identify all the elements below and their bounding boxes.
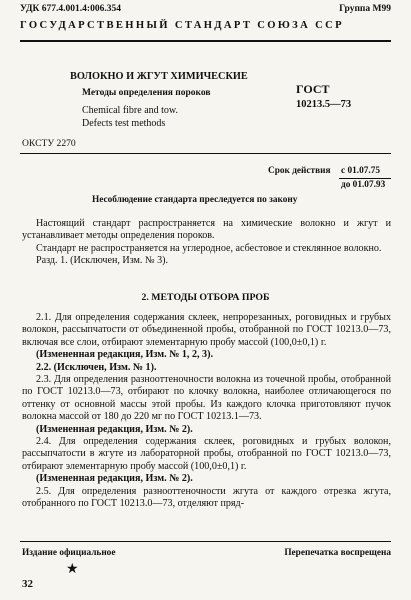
validity-divider: [339, 178, 391, 179]
udk-code: УДК 677.4.001.4:006.354: [20, 4, 121, 14]
document-subtitle-ru: Методы определения пороков: [82, 88, 211, 98]
legal-notice: Несоблюдение стандарта преследуется по закону: [92, 195, 298, 205]
footer-rule: [20, 541, 391, 542]
group-code: Группа М99: [339, 4, 391, 14]
validity-from: с 01.07.75: [341, 166, 380, 176]
gost-number: 10213.5—73: [296, 99, 352, 110]
reprint-prohibited-label: Перепечатка воспрещена: [284, 548, 391, 558]
intro-exclusion: Стандарт не распространяется на углеродное, асбестовое и стеклянное волокно.: [36, 242, 382, 254]
document-title-en-line1: Chemical fibre and tow.: [82, 105, 178, 116]
paragraph-2-3: 2.3. Для определения разнооттеночности волокна из точечной пробы, отобранной по ГОСТ 10213.0—73, отбирают по клочку волокна, наиболее отличающегося по оттенку от основной массы этой пробы. Из каждого клочка приготовляют пучок волокна массой от 180 до 220 мг по ГОСТ 10213.1—73.: [22, 374, 391, 423]
paragraph-2-4-edition: (Измененная редакция, Изм. № 2).: [36, 473, 193, 485]
document-title-ru: ВОЛОКНО И ЖГУТ ХИМИЧЕСКИЕ: [70, 71, 248, 82]
okstu-code: ОКСТУ 2270: [22, 138, 76, 149]
paragraph-2-4: 2.4. Для определения содержания склеек, роговидных и грубых волокон, рассыпчатости в жгуте из лабораторной пробы, отобранной по ГОСТ 10213.0—73, отбирают элементарную пробу массой (100,0±0,1) г.: [22, 436, 391, 472]
validity-to: до 01.07.93: [341, 180, 386, 190]
gost-label: ГОСТ: [296, 82, 330, 96]
paragraph-2-1-edition: (Измененная редакция, Изм. № 1, 2, 3).: [36, 349, 213, 361]
page-number: 32: [22, 578, 33, 590]
okstu-rule: [20, 153, 391, 154]
section2-body: [22, 312, 391, 511]
paragraph-2-2: 2.2. (Исключен, Изм. № 1).: [36, 361, 157, 373]
star-icon: ★: [66, 561, 79, 577]
validity-label: Срок действия: [268, 166, 331, 176]
section2-heading: 2. МЕТОДЫ ОТБОРА ПРОБ: [141, 292, 270, 303]
intro-scope: Настоящий стандарт распространяется на химические волокно и жгут и устанавливает методы определения пороков.: [22, 218, 391, 242]
paragraph-2-3-edition: (Измененная редакция, Изм. № 2).: [36, 423, 193, 435]
intro-block: [22, 218, 391, 268]
header-rule: [20, 40, 391, 42]
authority-title: ГОСУДАРСТВЕННЫЙ СТАНДАРТ СОЮЗА ССР: [20, 20, 344, 31]
paragraph-2-1: 2.1. Для определения содержания склеек, непрорезанных, роговидных и грубых волокон, рассыпчатости от объединенной пробы, отобранной по ГОСТ 10213.0—73, включая все слои, отбирают элементарную пробу массой (100,0±0,1) г.: [22, 312, 391, 348]
document-title-en-line2: Defects test methods: [82, 118, 166, 129]
official-edition-label: Издание официальное: [22, 548, 116, 558]
paragraph-2-5: 2.5. Для определения разнооттеночности жгута от каждого отрезка жгута, отобранного по ГОСТ 10213.0—73, отделяют пряд-: [22, 485, 391, 510]
intro-section1-removed: Разд. 1. (Исключен, Изм. № 3).: [36, 255, 169, 267]
